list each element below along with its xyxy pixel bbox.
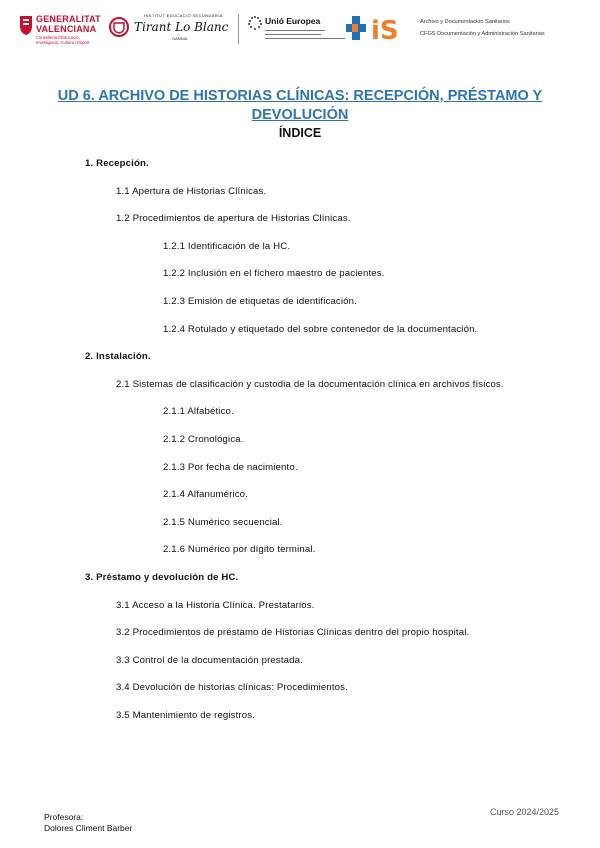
toc-entry: 1. Recepción. — [85, 158, 149, 169]
toc-entry: 3.4 Devolución de historias clínicas: Procedimientos. — [116, 682, 348, 694]
toc-entry: 3.3 Control de la documentación prestada. — [116, 654, 303, 666]
toc-entry: 2.1.1 Alfabético. — [163, 406, 234, 418]
toc-entry: 2. Instalación. — [85, 351, 151, 363]
toc-entry: 1.2.2 Inclusión en el fichero maestro de pacientes. — [163, 268, 385, 280]
is-logo — [344, 12, 416, 52]
toc-entry: 2.1.6 Numérico por dígito terminal. — [163, 544, 316, 556]
toc-entry: 2.1.5 Numérico secuencial. — [163, 516, 283, 528]
course-year: Curso 2024/2025 — [490, 807, 560, 817]
toc-entry: 2.1 Sistemas de clasificación y custodia de la documentación clínica en archivos físicos. — [116, 378, 504, 390]
index-heading: ÍNDICE — [278, 126, 322, 140]
toc-entry: 3.5 Mantenimiento de registros. — [116, 710, 256, 721]
header-separator — [238, 14, 239, 44]
toc-entry: 1.2.3 Emisión de etiquetas de identificación. — [163, 296, 357, 307]
is-mark-icon — [344, 14, 410, 44]
page-title: UD 6. ARCHIVO DE HISTORIAS CLÍNICAS: RECEPCIÓN, PRÉSTAMO Y DEVOLUCIÓN — [57, 88, 543, 123]
toc-entry: 1.2.4 Rotulado y etiquetado del sobre contenedor de la documentación. — [163, 323, 478, 335]
toc-entry: 3. Préstamo y devolución de HC. — [85, 572, 239, 583]
teacher-info: Profesora: Dolores Climent Barber — [44, 812, 133, 833]
toc-entry: 2.1.2 Cronológica. — [163, 434, 244, 445]
toc-entry: 1.2 Procedimientos de apertura de Historias Clínicas. — [116, 213, 351, 225]
toc-entry: 1.1 Apertura de Historias Clínicas. — [116, 185, 267, 197]
eu-logo: Unió Europea — [245, 12, 355, 52]
tirant-shield-icon — [108, 16, 130, 38]
tirant-lo-blanc-logo: INSTITUT EDUCACIÓ SECUNDÀRIA Tirant Lo Blanc GANDIA — [108, 12, 238, 52]
course-info: Archivo y Documentación Sanitarios CFGS Documentación y Administración Sanitarias — [420, 19, 545, 37]
svg-text:iS: iS — [371, 16, 399, 44]
generalitat-logo: GENERALITAT VALENCIANA Conselleria d'Educació, Investigació, Cultura i Esport — [18, 12, 103, 52]
toc-entry: 3.2 Procedimientos de préstamo de Historias Clínicas dentro del propio hospital. — [116, 627, 470, 639]
page-header — [18, 12, 588, 52]
generalitat-emblem-icon — [18, 14, 34, 36]
toc-entry: 1.2.1 Identificación de la HC. — [163, 240, 291, 252]
toc-entry: 3.1 Acceso a la Historia Clínica. Prestatarios. — [116, 599, 315, 611]
toc-entry: 2.1.3 Por fecha de nacimiento. — [163, 461, 298, 473]
toc-entry: 2.1.4 Alfanumérico. — [163, 489, 248, 501]
eu-stars-icon — [247, 15, 263, 31]
